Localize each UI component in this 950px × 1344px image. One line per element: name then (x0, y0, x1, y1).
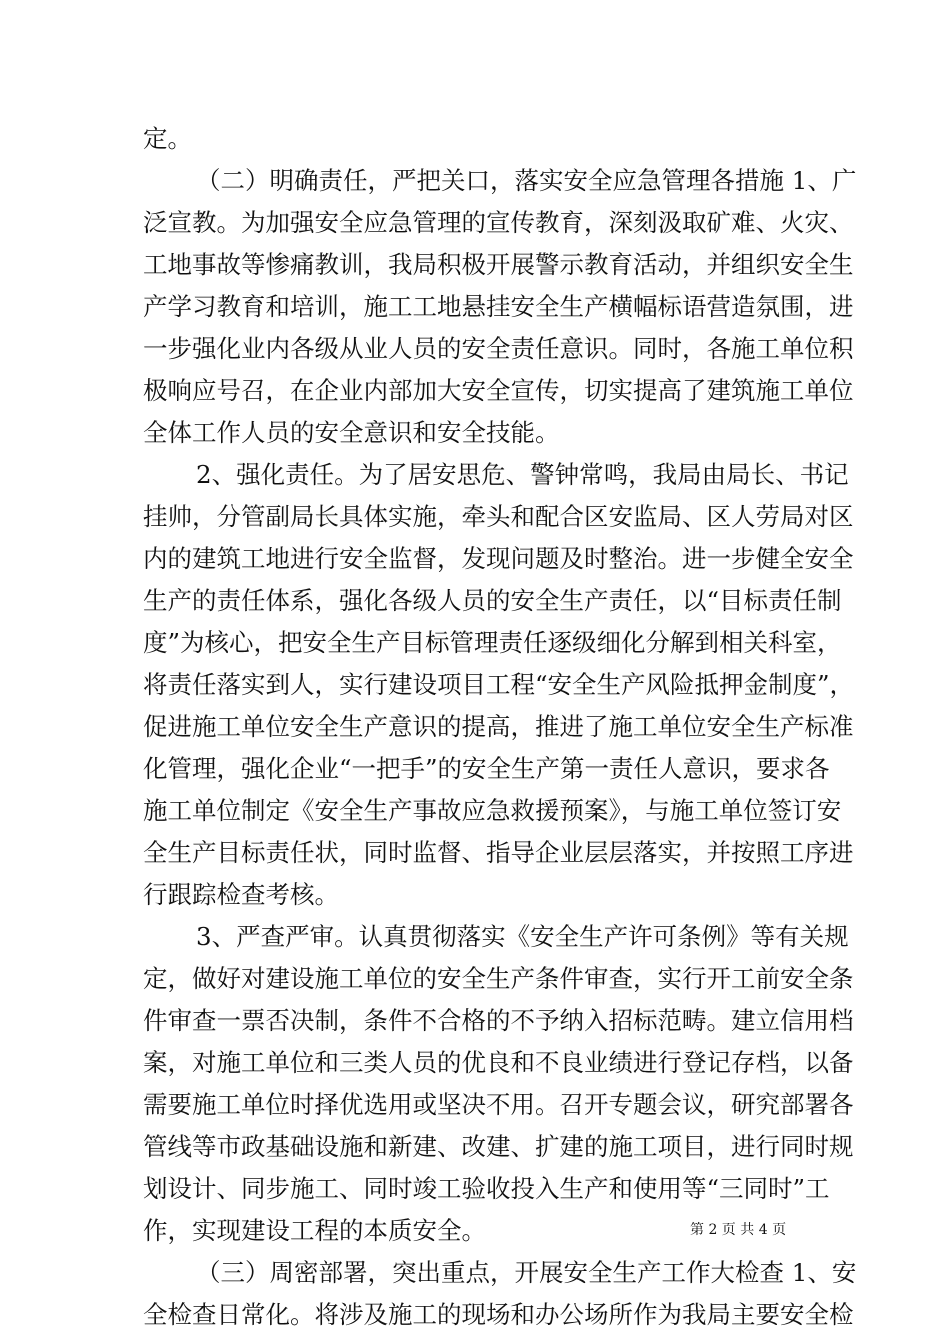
text-line: 生产的责任体系，强化各级人员的安全生产责任，以“目标责任制 (143, 586, 842, 615)
text-line: 案，对施工单位和三类人员的优良和不良业绩进行登记存档，以备 (143, 1048, 854, 1077)
text-line: 件审查一票否决制，条件不合格的不予纳入招标范畴。建立信用档 (143, 1006, 854, 1035)
text-line: 行跟踪检查考核。 (143, 880, 339, 909)
text-line: 管线等市政基础设施和新建、改建、扩建的施工项目，进行同时规 (143, 1132, 854, 1161)
text-line: 极响应号召，在企业内部加大安全宣传，切实提高了建筑施工单位 (143, 376, 854, 405)
text-line: 定，做好对建设施工单位的安全生产条件审查，实行开工前安全条 (143, 964, 854, 993)
text-line: 全体工作人员的安全意识和安全技能。 (143, 418, 560, 447)
text-line: 泛宣教。为加强安全应急管理的宣传教育，深刻汲取矿难、火灾、 (143, 208, 854, 237)
paragraph-heading-line: （二）明确责任，严把关口，落实安全应急管理各措施 1、广 (196, 166, 857, 195)
text-line: 促进施工单位安全生产意识的提高，推进了施工单位安全生产标准 (143, 712, 854, 741)
text-line: 将责任落实到人，实行建设项目工程“安全生产风险抵押金制度”， (143, 670, 855, 699)
text-line: 全检查日常化。将涉及施工的现场和办公场所作为我局主要安全检 (143, 1300, 854, 1329)
text-line: 一步强化业内各级从业人员的安全责任意识。同时，各施工单位积 (143, 334, 854, 363)
paragraph-heading-line: 2、强化责任。为了居安思危、警钟常鸣，我局由局长、书记 (196, 460, 849, 489)
text-line: 施工单位制定《安全生产事故应急救援预案》，与施工单位签订安 (143, 796, 842, 825)
text-line: 挂帅，分管副局长具体实施，牵头和配合区安监局、区人劳局对区 (143, 502, 854, 531)
text-line: 产学习教育和培训，施工工地悬挂安全生产横幅标语营造氛围，进 (143, 292, 854, 321)
text-line: 全生产目标责任状，同时监督、指导企业层层落实，并按照工序进 (143, 838, 854, 867)
text-line: 需要施工单位时择优选用或坚决不用。召开专题会议，研究部署各 (143, 1090, 854, 1119)
text-line: 定。 (143, 124, 192, 153)
paragraph-heading-line: 3、严查严审。认真贯彻落实《安全生产许可条例》等有关规 (196, 922, 849, 951)
text-line: 划设计、同步施工、同时竣工验收投入生产和使用等“三同时”工 (143, 1174, 830, 1203)
text-line: 作，实现建设工程的本质安全。 (143, 1216, 486, 1245)
page-number-footer: 第 2 页 共 4 页 (690, 1222, 787, 1238)
text-line: 工地事故等惨痛教训，我局积极开展警示教育活动，并组织安全生 (143, 250, 854, 279)
text-line: 度”为核心，把安全生产目标管理责任逐级细化分解到相关科室， (143, 628, 842, 657)
text-line: 化管理，强化企业“一把手”的安全生产第一责任人意识，要求各 (143, 754, 830, 783)
text-line: 内的建筑工地进行安全监督，发现问题及时整治。进一步健全安全 (143, 544, 854, 573)
paragraph-heading-line: （三）周密部署，突出重点，开展安全生产工作大检查 1、安 (196, 1258, 857, 1287)
